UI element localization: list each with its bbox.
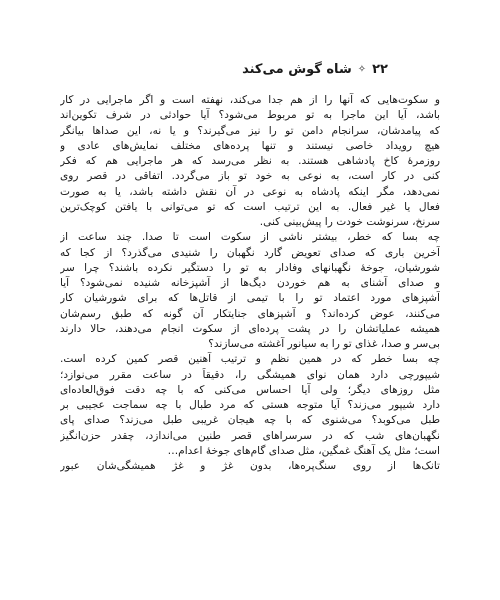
text-line: چه بسا که خطر، بیشتر ناشی از سکوت است تا صدا. چند ساعت از: [60, 231, 440, 244]
text-line: آشپزهای مورد اعتماد تو را با تیمی از قاتل‌ها که برای شورشیان کار: [60, 292, 440, 305]
text-line: نگهبان‌های شب که در سرسراهای قصر طنین می‌اندازد، چقدر حزن‌انگیز: [60, 429, 440, 442]
text-line: فعال یا غیر فعال. به این ترتیب است که تو می‌توانی با یافتن کوچک‌ترین: [60, 200, 440, 213]
text-line: هیچ رویداد خاصی نیستند و تنها پرده‌های مختلف نمایش‌های عادی و: [60, 139, 440, 152]
text-line: باشد، آیا این ماجرا به تو مربوط می‌شود؟ آیا حوادثی در شرف تکوین‌اند: [60, 109, 440, 122]
text-line: سرنخ، سرنوشت خودت را پیش‌بینی کنی.: [259, 216, 440, 228]
ornament-icon: ✧: [357, 64, 367, 75]
text-line: روزمرهٔ کاخ پادشاهی هستند. به نظر می‌رسد که هر ماجرایی هم که فکر: [60, 155, 440, 167]
text-line: است؛ مثل یک آهنگ غمگین، مثل صدای گام‌های جوخهٔ اعدام…: [167, 444, 440, 457]
text-line: طبل می‌کوبد؟ می‌شنوی که با چه هیجان غریبی طبل می‌زند؟ صدای پای: [60, 414, 440, 427]
body-text: [60, 93, 440, 474]
text-line: چه بسا خطر که در همین نظم و ترتیب آهنین قصر کمین کرده است.: [60, 353, 440, 366]
text-line: همیشه عملیاتشان را در پشت پرده‌ای از سکوت انجام می‌دهند، حالا دارند: [60, 322, 440, 335]
text-line: و سکوت‌هایی که آنها را از هم جدا می‌کند، نهفته است و اگر ماجرایی در کار: [60, 94, 440, 106]
book-title: شاه گوش می‌کند: [242, 62, 352, 77]
text-line: دارد شیپور می‌زند؟ آیا متوجه هستی که مرد طبال با چه سماجت عجیبی بر: [60, 399, 440, 411]
running-header: [242, 62, 388, 77]
text-line: مثل روزهای دیگر؛ ولی آیا احساس می‌کنی که با چه دقت فوق‌العاده‌ای: [60, 383, 440, 396]
text-line: نمی‌دهد، مگر اینکه پادشاه به نوعی در آن نقش داشته باشد، یا به صورت: [60, 185, 440, 198]
text-line: و صدای آشنای به هم خوردن دیگ‌ها از آشپزخانه شنیده نمی‌شود؟ آیا: [60, 277, 440, 289]
text-line: بی‌سر و صدا، غذای تو را به سیانور آغشته می‌سازند؟: [208, 338, 440, 350]
text-line: آخرین باری که صدای تعویض گارد نگهبان را شنیدی می‌گذرد؟ از کجا که: [60, 246, 440, 259]
text-line: کنی در کار است، به نوعی به خود تو باز می‌گردد. اتفاقی در قصر روی: [60, 170, 440, 183]
text-line: شورشیان، جوخهٔ نگهبانهای وفادار به تو را دستگیر نکرده باشند؟ چرا سر: [60, 261, 440, 274]
page-number: ۲۲: [372, 62, 388, 77]
text-line: تانک‌ها از روی سنگ‌پره‌ها، بدون غژ و غژ همیشگی‌شان عبور: [60, 460, 440, 472]
text-line: که پیامدشان، سرانجام دامن تو را نیز می‌گیرند؟ و یا نه، این صداها بیانگر: [60, 124, 440, 137]
text-line: شیپورچی دارد همان نوای همیشگی را، دقیقاً در ساعت مقرر می‌نوازد؛: [60, 368, 440, 381]
text-line: می‌کنند، عوض کرده‌اند؟ و آشپزهای جنایتکار آن گونه که طبق رسم‌شان: [60, 307, 440, 320]
